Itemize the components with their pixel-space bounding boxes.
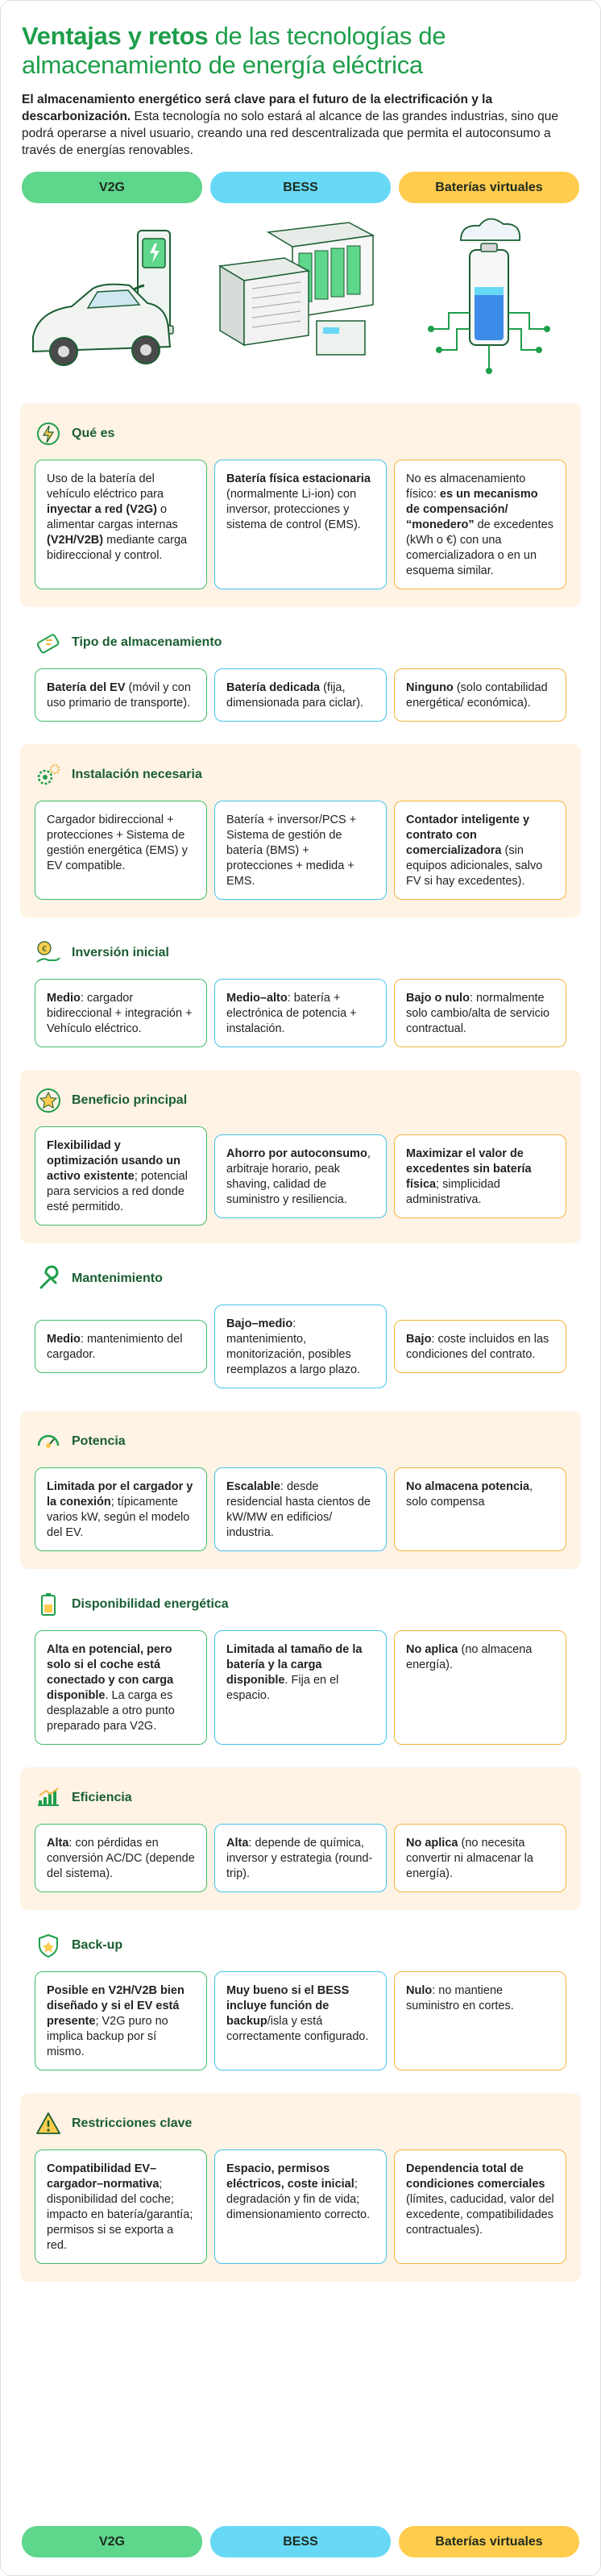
card-virtual: No aplica (no almacena energía). — [394, 1630, 566, 1745]
card-bess: Batería + inversor/PCS + Sistema de gestión de batería (BMS) + protecciones + medida + EMS. — [214, 801, 387, 900]
card-bess: Bajo–medio: mantenimiento, monitorización, posibles reemplazos a largo plazo. — [214, 1305, 387, 1388]
gears-icon — [35, 761, 62, 789]
card-bess: Alta: depende de química, inversor y estrategia (round-trip). — [214, 1824, 387, 1892]
column-headers — [22, 172, 579, 203]
section-disponibilidad-energetica — [20, 1574, 581, 1762]
star-badge-icon — [35, 1087, 62, 1114]
shield-icon — [35, 1932, 62, 1959]
section-cards — [35, 1824, 566, 1892]
section-header — [35, 1081, 566, 1120]
ev-charger-illustration — [22, 208, 202, 384]
section-title: Tipo de almacenamiento — [72, 635, 222, 649]
section-cards — [35, 1630, 566, 1745]
card-v2g: Alta en potencial, pero solo si el coche está conectado y con carga disponible. La carga es desplazable a otro punto preparado para V2G. — [35, 1630, 207, 1745]
section-cards — [35, 979, 566, 1047]
card-v2g: Cargador bidireccional + protecciones + Sistema de gestión energética (EMS) y EV compatible. — [35, 801, 207, 900]
footer-bess: BESS — [210, 2526, 391, 2557]
section-header — [35, 1585, 566, 1624]
warning-icon — [35, 2110, 62, 2137]
section-cards — [35, 801, 566, 900]
section-title: Mantenimiento — [72, 1271, 163, 1285]
section-mantenimiento — [20, 1248, 581, 1406]
section-title: Back-up — [72, 1938, 123, 1952]
card-bess: Batería física estacionaria (normalmente Li-ion) con inversor, protecciones y sistema de control (EMS). — [214, 460, 387, 589]
card-bess: Limitada al tamaño de la batería y la carga disponible. Fija en el espacio. — [214, 1630, 387, 1745]
page-title: Ventajas y retos de las tecnologías de almacenamiento de energía eléctrica — [22, 22, 446, 79]
card-v2g: Flexibilidad y optimización usando un activo existente; potencial para servicios a red donde esté permitido. — [35, 1126, 207, 1226]
card-virtual: No es almacenamiento físico: es un mecanismo de compensación/ “monedero” de excedentes (kWh o €) con una comercializadora o en un esquema similar. — [394, 460, 566, 589]
footer-v2g: V2G — [22, 2526, 202, 2557]
card-bess: Medio–alto: batería + electrónica de potencia + instalación. — [214, 979, 387, 1047]
section-header — [35, 1259, 566, 1298]
gauge-icon — [35, 1428, 62, 1455]
comparison-sections — [22, 403, 579, 2282]
section-tipo-de-almacenamiento — [20, 612, 581, 739]
section-instalacion-necesaria — [20, 744, 581, 918]
section-inversion-inicial — [20, 922, 581, 1065]
section-header — [35, 623, 566, 662]
card-virtual: Bajo: coste incluidos en las condiciones del contrato. — [394, 1320, 566, 1373]
euro-hand-icon — [35, 939, 62, 967]
efficiency-icon — [35, 1784, 62, 1812]
intro-text: El almacenamiento energético será clave para el futuro de la electrificación y la descarbonización. Esta tecnología no solo estará al alcance de las grandes industrias, sino que podrá operarse a nivel usuario, creando una red descentralizada que permita el autoconsumo a través de energías renovables. — [22, 93, 559, 157]
section-cards — [35, 1126, 566, 1226]
column-footers — [22, 2526, 579, 2557]
section-title: Inversión inicial — [72, 946, 169, 959]
battery-icon — [35, 1591, 62, 1618]
card-v2g: Alta: con pérdidas en conversión AC/DC (depende del sistema). — [35, 1824, 207, 1892]
svg-text:€: € — [42, 945, 47, 954]
section-title: Instalación necesaria — [72, 768, 202, 781]
column-bess: BESS — [210, 172, 391, 203]
card-v2g: Limitada por el cargador y la conexión; típicamente varios kW, según el modelo del EV. — [35, 1467, 207, 1551]
lightning-icon — [35, 420, 62, 447]
card-virtual: Ninguno (solo contabilidad energética/ económica). — [394, 668, 566, 722]
card-virtual: No almacena potencia, solo compensa — [394, 1467, 566, 1551]
card-v2g: Posible en V2H/V2B bien diseñado y si el EV está presente; V2G puro no implica backup por sí mismo. — [35, 1971, 207, 2070]
section-cards — [35, 1467, 566, 1551]
section-title: Disponibilidad energética — [72, 1597, 229, 1611]
section-title: Potencia — [72, 1434, 126, 1448]
section-restricciones-clave — [20, 2093, 581, 2282]
section-cards — [35, 668, 566, 722]
section-header — [35, 414, 566, 453]
section-cards — [35, 2149, 566, 2264]
card-virtual: Bajo o nulo: normalmente solo cambio/alta de servicio contractual. — [394, 979, 566, 1047]
card-bess: Ahorro por autoconsumo, arbitraje horario, peak shaving, calidad de suministro y resiliencia. — [214, 1134, 387, 1218]
section-title: Restricciones clave — [72, 2116, 193, 2130]
card-virtual: Nulo: no mantiene suministro en cortes. — [394, 1971, 566, 2070]
footer-virtual-batteries: Baterías virtuales — [399, 2526, 579, 2557]
section-header — [35, 1422, 566, 1461]
battery-tag-icon — [35, 629, 62, 656]
virtual-battery-illustration — [399, 208, 579, 384]
section-header — [35, 934, 566, 972]
section-que-es — [20, 403, 581, 607]
card-virtual: No aplica (no necesita convertir ni almacenar la energía). — [394, 1824, 566, 1892]
card-virtual: Contador inteligente y contrato con comercializadora (sin equipos adicionales, salvo FV si hay excedentes). — [394, 801, 566, 900]
section-beneficio-principal — [20, 1070, 581, 1243]
section-cards — [35, 1971, 566, 2070]
section-header — [35, 1779, 566, 1817]
card-bess: Espacio, permisos eléctricos, coste inicial; degradación y fin de vida; dimensionamiento correcto. — [214, 2149, 387, 2264]
illustrations — [22, 208, 579, 384]
section-header — [35, 2104, 566, 2143]
section-header — [35, 1926, 566, 1965]
card-v2g: Uso de la batería del vehículo eléctrico para inyectar a red (V2G) o alimentar cargas internas (V2H/V2B) mediante carga bidireccional y control. — [35, 460, 207, 589]
section-header — [35, 755, 566, 794]
section-cards — [35, 1305, 566, 1388]
card-virtual: Maximizar el valor de excedentes sin batería física; simplicidad administrativa. — [394, 1134, 566, 1218]
card-bess: Escalable: desde residencial hasta cientos de kW/MW en edificios/ industria. — [214, 1467, 387, 1551]
card-v2g: Batería del EV (móvil y con uso primario de transporte). — [35, 668, 207, 722]
card-v2g: Compatibilidad EV–cargador–normativa; disponibilidad del coche; impacto en batería/garantía; permisos si se exporta a red. — [35, 2149, 207, 2264]
wrench-icon — [35, 1265, 62, 1292]
column-v2g: V2G — [22, 172, 202, 203]
card-bess: Muy bueno si el BESS incluye función de backup/isla y está correctamente configurado. — [214, 1971, 387, 2070]
section-eficiencia — [20, 1767, 581, 1910]
card-v2g: Medio: mantenimiento del cargador. — [35, 1320, 207, 1373]
bess-containers-illustration — [210, 208, 391, 384]
section-back-up — [20, 1915, 581, 2088]
card-v2g: Medio: cargador bidireccional + integración + Vehículo eléctrico. — [35, 979, 207, 1047]
column-virtual-batteries: Baterías virtuales — [399, 172, 579, 203]
section-title: Eficiencia — [72, 1791, 132, 1804]
section-cards — [35, 460, 566, 589]
section-title: Qué es — [72, 427, 115, 440]
card-bess: Batería dedicada (fija, dimensionada para ciclar). — [214, 668, 387, 722]
section-potencia — [20, 1411, 581, 1569]
section-title: Beneficio principal — [72, 1093, 188, 1107]
card-virtual: Dependencia total de condiciones comerciales (límites, caducidad, valor del excedente, compatibilidades contractuales). — [394, 2149, 566, 2264]
